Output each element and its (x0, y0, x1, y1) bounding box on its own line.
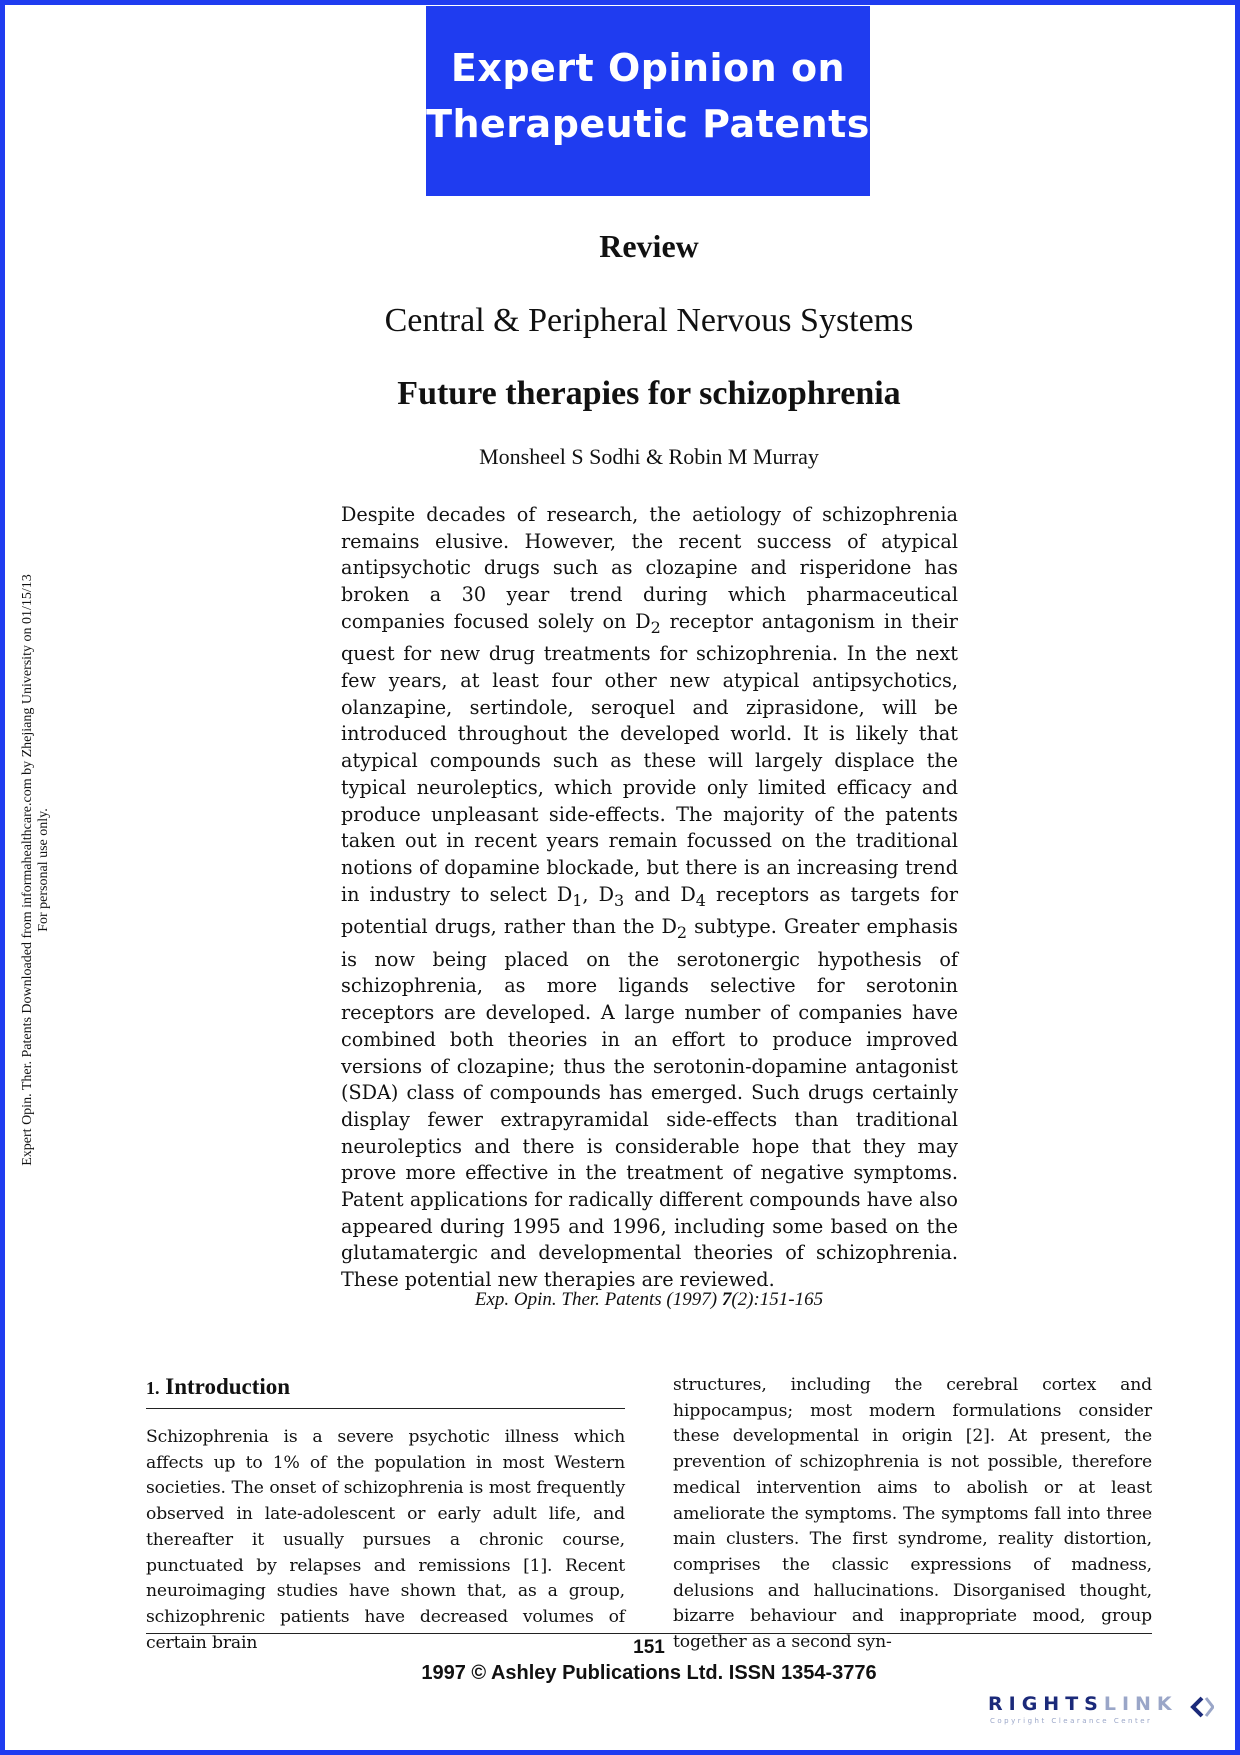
journal-title-line-1: Expert Opinion on (450, 46, 846, 90)
article-type-label: Review (599, 228, 699, 264)
author-list: Monsheel S Sodhi & Robin M Murray (479, 444, 819, 469)
abstract-subscript-5: 2 (676, 923, 688, 943)
download-notice-line-2: For personal use only. (36, 808, 51, 932)
journal-title-line-2: Therapeutic Patents (426, 102, 870, 146)
abstract-subscript-1: 2 (650, 617, 661, 637)
abstract-text-4: and D (624, 882, 696, 906)
body-column-right: structures, including the cerebral cortex and hippocampus; most modern formulations consider these developmental in origin [2]. At present, the prevention of schizophrenia is not possible, therefore medical intervention aims to abolish or at least ameliorate the symptoms. The symptoms fall into three main clusters. The first syndrome, reality distortion, comprises the classic expressions of madness, delusions and hallucinations. Disorganised thought, bizarre behaviour and inappropriate mood, group together as a second syn- (673, 1375, 1152, 1653)
journal-citation (0, 1289, 1240, 1311)
rightslink-subtitle: Copyright Clearance Center (990, 1717, 1153, 1725)
section-number: 1. (146, 1378, 160, 1398)
abstract-subscript-4: 4 (695, 890, 706, 910)
article-title: Future therapies for schizophrenia (397, 375, 901, 412)
download-notice-line-1: Expert Opin. Ther. Patents Downloaded from informahealthcare.com by Zhejiang University on 01/15/13 (20, 574, 35, 1166)
abstract-text-6: subtype. Greater emphasis is now being placed on the serotonergic hypothesis of schizophrenia, as more ligands selective for serotonin receptors are developed. A large number of companies have combined both theories in an effort to produce improved versions of clozapine; thus the serotonin-dopamine antagonist (SDA) class of compounds has emerged. Such drugs certainly display fewer extrapyramidal side-effects than traditional neuroleptics and there is considerable hope that they may prove more effective in the treatment of negative symptoms. Patent applications for radically different compounds have also appeared during 1995 and 1996, including some based on the glutamatergic and developmental theories of schizophrenia. These potential new therapies are reviewed. (341, 915, 958, 1292)
abstract-text-1: Despite decades of research, the aetiology of schizophrenia remains elusive. However, the recent success of atypical antipsychotic drugs such as clozapine and risperidone has broken a 30 year trend during which pharmaceutical companies focused solely on D (341, 503, 958, 633)
rightslink-light: LINK (1103, 1693, 1178, 1715)
abstract-text-3: , D (582, 882, 614, 906)
abstract-subscript-3: 3 (613, 890, 625, 910)
footer-divider (146, 1633, 1152, 1634)
rightslink-strong: RIGHTS (988, 1693, 1104, 1715)
section-heading-text: Introduction (165, 1374, 291, 1399)
download-notice (20, 510, 52, 1230)
page-number: 151 (633, 1637, 665, 1658)
citation-volume: 7 (721, 1289, 732, 1310)
section-name: Central & Peripheral Nervous Systems (384, 302, 914, 339)
body-column-left: Schizophrenia is a severe psychotic illness which affects up to 1% of the population in most Western societies. The onset of schizophrenia is most frequently observed in late-adolescent or early adult life, and thereafter it usually pursues a chronic course, punctuated by relapses and remissions [1]. Recent neuroimaging studies have shown that, as a group, schizophrenic patients have decreased volumes of certain brain (146, 1427, 625, 1653)
copyright-line: 1997 © Ashley Publications Ltd. ISSN 1354-3776 (421, 1662, 877, 1684)
rightslink-logo[interactable] (988, 1693, 1220, 1733)
citation-suffix: (2):151-165 (731, 1289, 824, 1310)
rightslink-wordmark (988, 1693, 1178, 1715)
citation-prefix: Exp. Opin. Ther. Patents (1997) (474, 1289, 722, 1310)
journal-banner (426, 6, 870, 196)
abstract-text-2: receptor antagonism in their quest for new drug treatments for schizophrenia. In the next few years, at least four other new atypical antipsychotics, olanzapine, sertindole, seroquel and ziprasidone, will be introduced throughout the developed world. It is likely that atypical compounds such as these will largely displace the typical neuroleptics, which provide only limited efficacy and produce unpleasant side-effects. The majority of the patents taken out in recent years remain focussed on the traditional notions of dopamine blockade, but there is an increasing trend in industry to select D (341, 609, 958, 906)
section-heading-introduction (146, 1374, 625, 1409)
abstract-text-5: receptors as targets for potential drugs, rather than the D (341, 882, 958, 939)
rightslink-arrow-icon (1188, 1695, 1214, 1719)
abstract (341, 502, 958, 1294)
abstract-subscript-2: 1 (572, 890, 583, 910)
